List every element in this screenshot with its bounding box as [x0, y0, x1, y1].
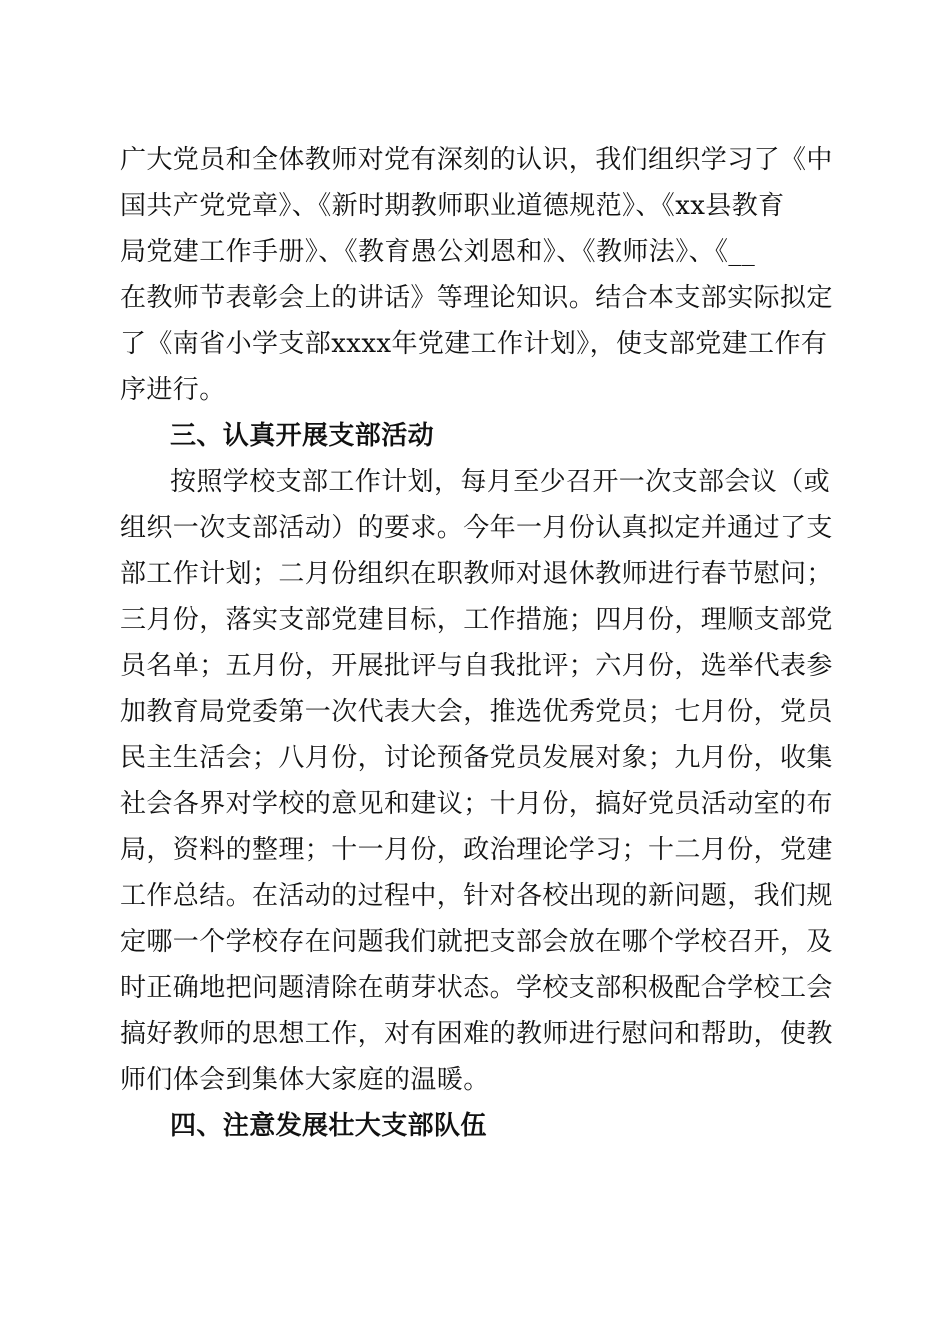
paragraph-line: 局，资料的整理；十一月份，政治理论学习；十二月份，党建 [120, 835, 833, 865]
paragraph-line: 员名单；五月份，开展批评与自我批评；六月份，选举代表参 [120, 651, 833, 681]
paragraph-line: 工作总结。在活动的过程中，针对各校出现的新问题，我们规 [120, 881, 833, 911]
paragraph-line: 三月份，落实支部党建目标，工作措施；四月份，理顺支部党 [120, 605, 833, 635]
paragraph-line: 加教育局党委第一次代表大会，推选优秀党员；七月份，党员 [120, 697, 833, 727]
paragraph-line: 组织一次支部活动）的要求。今年一月份认真拟定并通过了支 [120, 513, 833, 543]
paragraph-line: 定哪一个学校存在问题我们就把支部会放在哪个学校召开，及 [120, 927, 833, 957]
paragraph-line: 师们体会到集体大家庭的温暖。 [120, 1065, 490, 1095]
paragraph-line: 民主生活会；八月份，讨论预备党员发展对象；九月份，收集 [120, 743, 833, 773]
paragraph-line: 序进行。 [120, 375, 226, 405]
paragraph-line: 时正确地把问题清除在萌芽状态。学校支部积极配合学校工会 [120, 973, 833, 1003]
paragraph-line: 了《南省小学支部xxxx年党建工作计划》，使支部党建工作有 [120, 329, 828, 359]
paragraph-line: 搞好教师的思想工作，对有困难的教师进行慰问和帮助，使教 [120, 1019, 833, 1049]
section-heading: 四、注意发展壮大支部队伍 [170, 1111, 487, 1141]
paragraph-line: 在教师节表彰会上的讲话》等理论知识。结合本支部实际拟定 [120, 283, 833, 313]
section-heading: 三、认真开展支部活动 [170, 421, 435, 451]
paragraph-line: 社会各界对学校的意见和建议；十月份，搞好党员活动室的布 [120, 789, 833, 819]
paragraph-line: 按照学校支部工作计划，每月至少召开一次支部会议（或 [170, 467, 831, 497]
paragraph-line: 广大党员和全体教师对党有深刻的认识，我们组织学习了《中 [120, 145, 833, 175]
paragraph-line: 国共产党党章》、《新时期教师职业道德规范》、《xx县教育 [120, 191, 785, 221]
paragraph-line: 部工作计划；二月份组织在职教师对退休教师进行春节慰问； [120, 559, 833, 589]
paragraph-line: 局党建工作手册》、《教育愚公刘恩和》、《教师法》、《__ [120, 237, 756, 267]
